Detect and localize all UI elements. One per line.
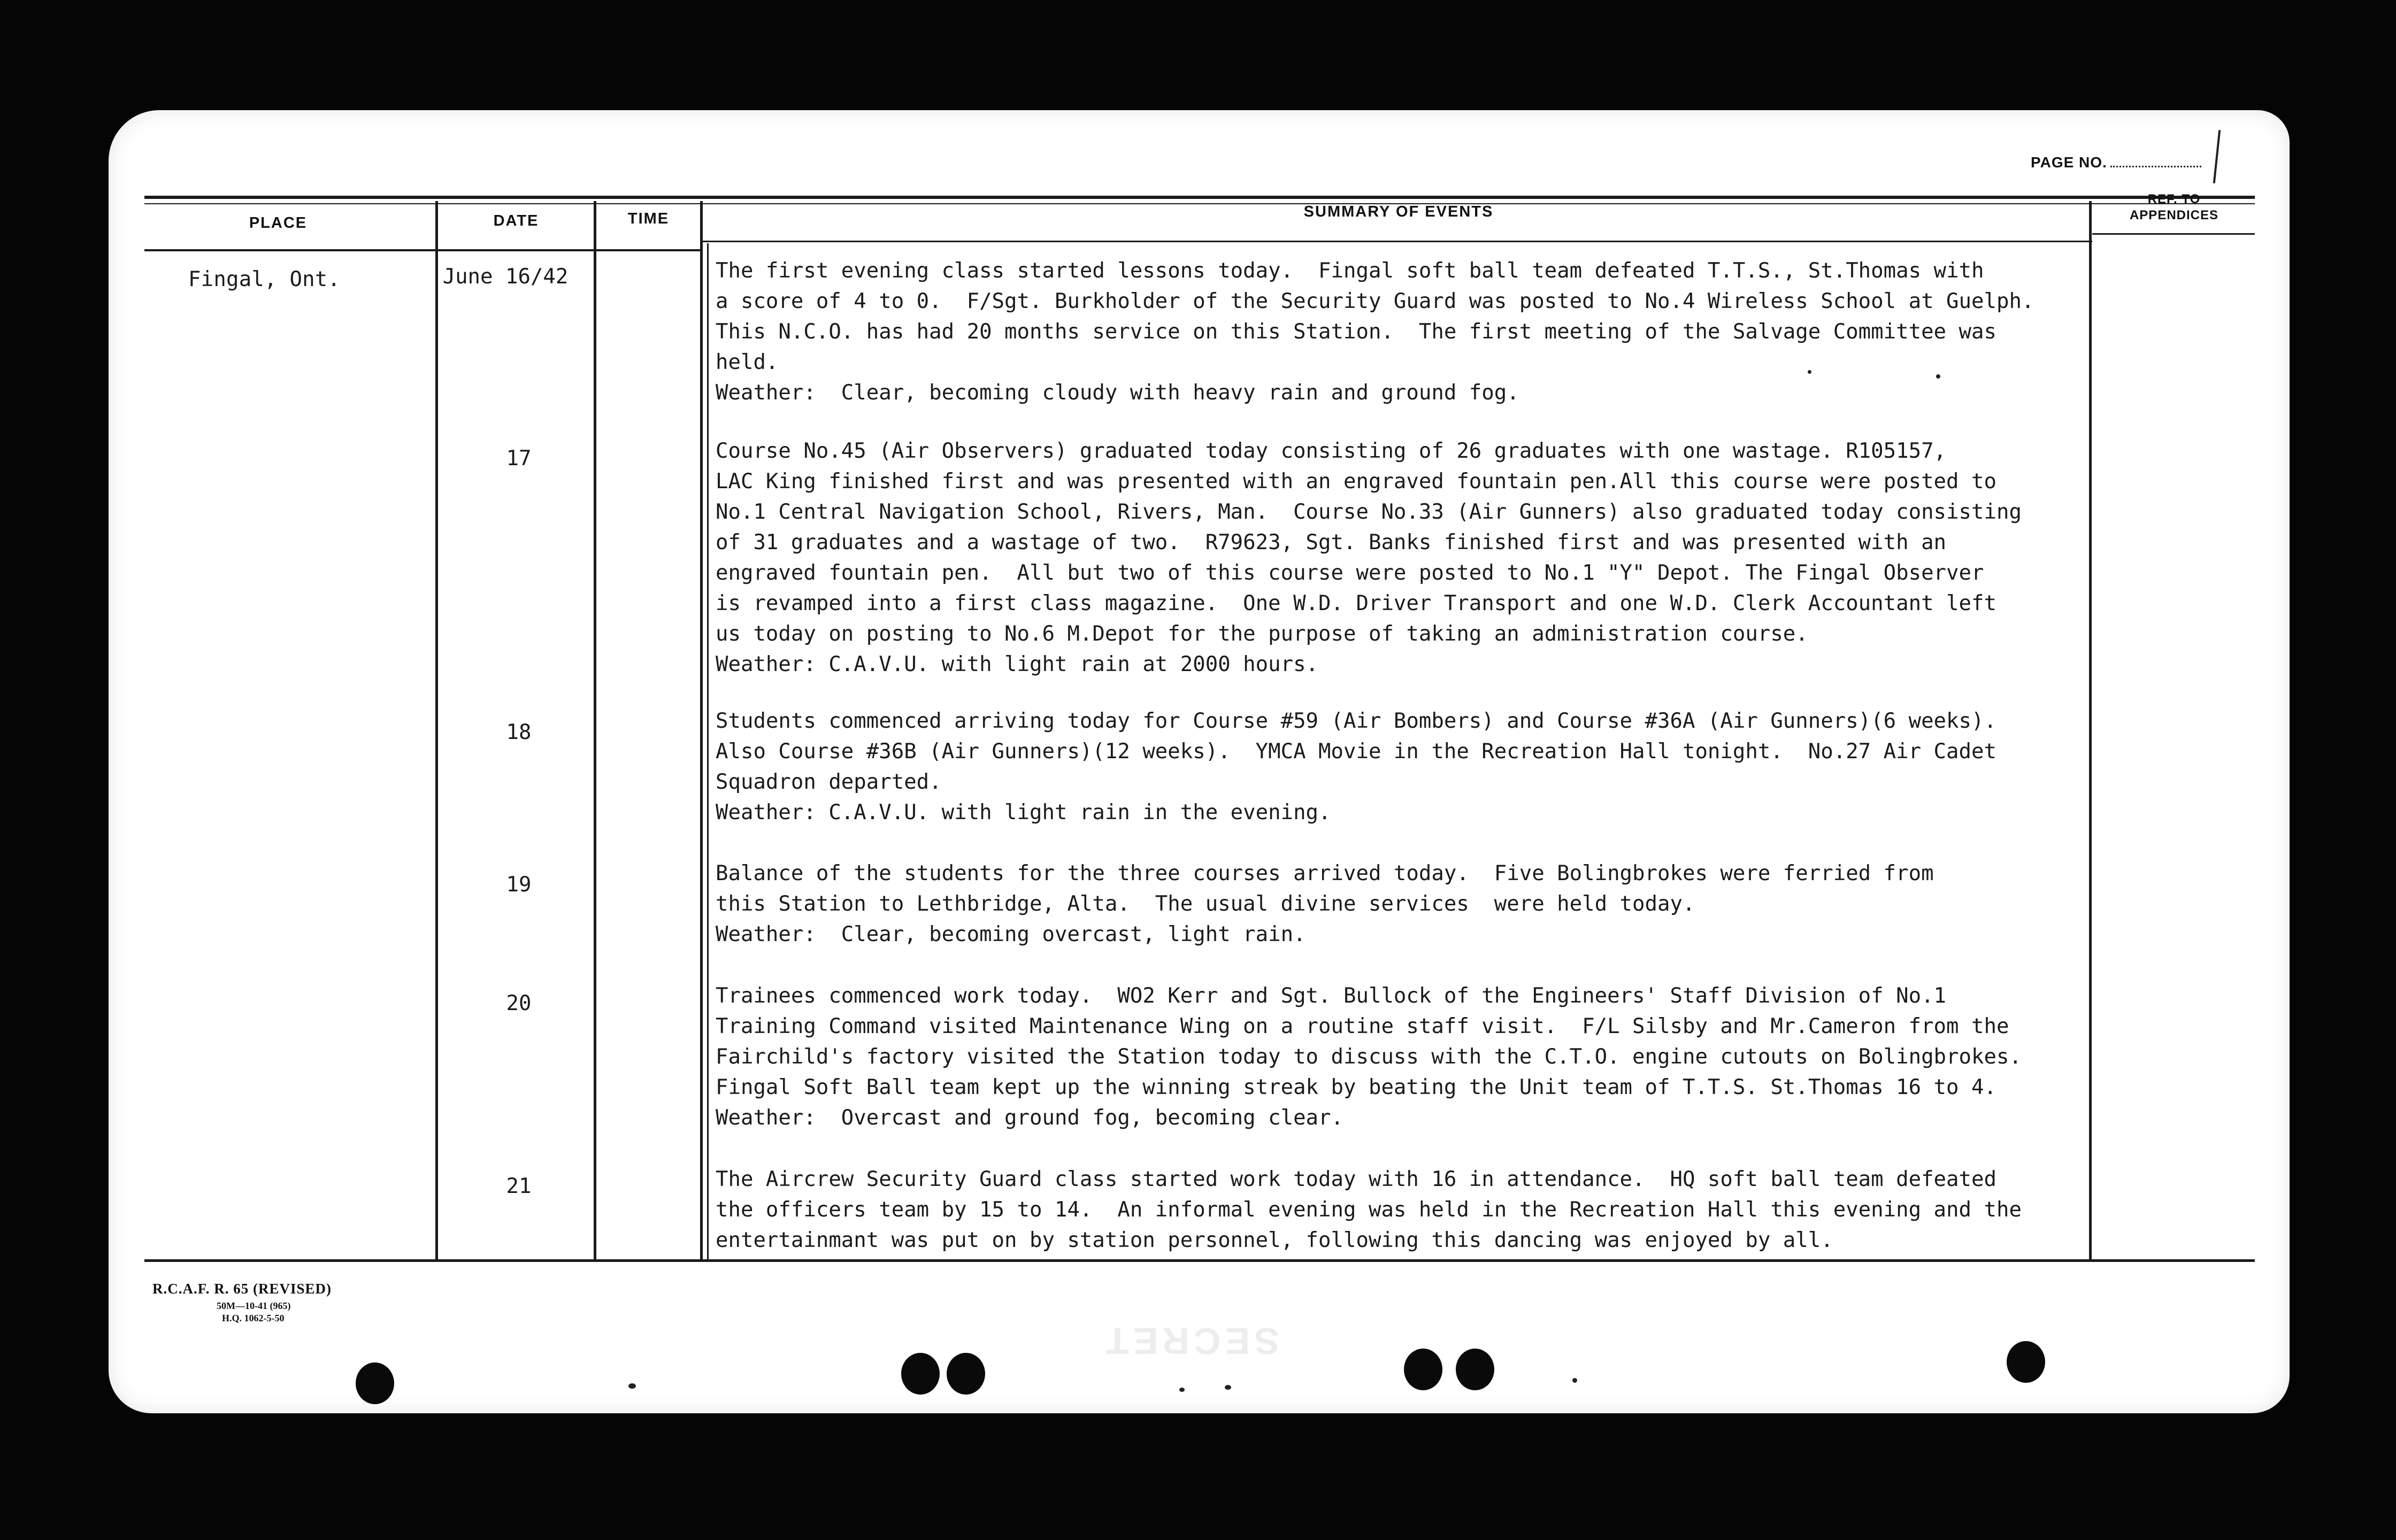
header-top-rule-thin bbox=[144, 203, 2255, 204]
scan-speck bbox=[1808, 370, 1811, 374]
punch-hole bbox=[2007, 1341, 2045, 1383]
event-entry bbox=[716, 981, 2095, 1133]
entry-line: us today on posting to No.6 M.Depot for the purpose of taking an administration course. bbox=[716, 622, 1808, 646]
entry-line: engraved fountain pen. All but two of this course were posted to No.1 "Y" Depot. The Fingal Observer bbox=[716, 561, 1984, 585]
entry-line: Weather: Overcast and ground fog, becoming clear. bbox=[716, 1106, 1343, 1130]
entry-line: Weather: Clear, becoming cloudy with heavy rain and ground fog. bbox=[716, 381, 1519, 405]
event-entry bbox=[716, 1164, 2095, 1256]
entry-line: Fingal Soft Ball team kept up the winning streak by beating the Unit team of T.T.S. St.Thomas 16 to 4. bbox=[716, 1075, 1996, 1099]
entry-line: is revamped into a first class magazine. One W.D. Driver Transport and one W.D. Clerk Accountant left bbox=[716, 591, 1996, 615]
column-header-ref-line2: APPENDICES bbox=[2129, 208, 2219, 222]
place-cell: Fingal, Ont. bbox=[188, 267, 341, 291]
date-cell: 17 bbox=[506, 446, 532, 471]
header-bottom-rule bbox=[144, 249, 702, 251]
entry-line: of 31 graduates and a wastage of two. R79623, Sgt. Banks finished first and was presented with an bbox=[716, 530, 1947, 555]
form-hq-reference: H.Q. 1062-5-50 bbox=[222, 1313, 285, 1323]
entry-line: Students commenced arriving today for Course #59 (Air Bombers) and Course #36A (Air Gunners)(6 weeks). bbox=[716, 709, 1996, 733]
entry-line: the officers team by 15 to 14. An informal evening was held in the Recreation Hall this evening and the bbox=[716, 1198, 2022, 1222]
entry-line: This N.C.O. has had 20 months service on this Station. The first meeting of the Salvage Committee was bbox=[716, 320, 1996, 344]
entry-line: LAC King finished first and was presented with an engraved fountain pen.All this course were posted to bbox=[716, 469, 1996, 494]
date-cell: 19 bbox=[506, 873, 532, 897]
entry-line: a score of 4 to 0. F/Sgt. Burkholder of the Security Guard was posted to No.4 Wireless School at Guelph. bbox=[716, 289, 2034, 313]
entry-line: Course No.45 (Air Observers) graduated today consisting of 26 graduates with one wastage. R105157, bbox=[716, 439, 1947, 463]
date-cell: 20 bbox=[506, 991, 532, 1015]
punch-hole bbox=[1456, 1349, 1494, 1390]
entry-line: No.1 Central Navigation School, Rivers, Man. Course No.33 (Air Gunners) also graduated today consisting bbox=[716, 500, 2022, 524]
header-top-rule bbox=[144, 196, 2255, 199]
scan-speck bbox=[1179, 1388, 1185, 1392]
page-number-field bbox=[2031, 154, 2201, 171]
place-date-divider bbox=[435, 201, 438, 1261]
event-entry bbox=[716, 858, 2095, 950]
time-summary-divider bbox=[700, 201, 703, 1261]
column-header-ref-line1: REF. TO bbox=[2147, 192, 2201, 206]
punch-hole bbox=[356, 1362, 394, 1404]
ref-header-bottom-rule bbox=[2092, 233, 2255, 235]
scan-speck bbox=[1225, 1385, 1231, 1390]
entry-line: entertainmant was put on by station personnel, following this dancing was enjoyed by all. bbox=[716, 1228, 1833, 1252]
entry-line: The Aircrew Security Guard class started work today with 16 in attendance. HQ soft ball team defeated bbox=[716, 1167, 1996, 1191]
column-header-place: PLACE bbox=[249, 214, 308, 232]
entry-line: Training Command visited Maintenance Wing on a routine staff visit. F/L Silsby and Mr.Cameron from the bbox=[716, 1014, 2009, 1038]
table-bottom-rule bbox=[144, 1259, 2255, 1262]
scan-speck bbox=[628, 1383, 636, 1389]
entry-line: Weather: C.A.V.U. with light rain at 2000 hours. bbox=[716, 652, 1319, 676]
entry-line: Also Course #36B (Air Gunners)(12 weeks). YMCA Movie in the Recreation Hall tonight. No.27 Air Cadet bbox=[716, 740, 1996, 764]
entry-line: Weather: C.A.V.U. with light rain in the evening. bbox=[716, 800, 1331, 825]
entry-line: held. bbox=[716, 350, 779, 374]
entry-line: Fairchild's factory visited the Station today to discuss with the C.T.O. engine cutouts on Bolingbrokes. bbox=[716, 1045, 2022, 1069]
date-cell: June 16/42 bbox=[442, 265, 569, 289]
page-number-blank bbox=[2110, 166, 2201, 167]
event-entry bbox=[716, 256, 2095, 408]
date-cell: 18 bbox=[506, 720, 532, 744]
form-print-run: 50M—10-41 (965) bbox=[217, 1300, 291, 1311]
entry-line: Trainees commenced work today. WO2 Kerr and Sgt. Bullock of the Engineers' Staff Division of No.1 bbox=[716, 984, 1947, 1008]
entry-line: Squadron departed. bbox=[716, 770, 942, 794]
punch-hole bbox=[947, 1353, 985, 1395]
event-entry bbox=[716, 436, 2095, 680]
form-reference bbox=[152, 1281, 332, 1324]
show-through-stamp: SECRET bbox=[1102, 1320, 1279, 1362]
page-number-label: PAGE NO. bbox=[2031, 154, 2107, 171]
entry-line: Balance of the students for the three courses arrived today. Five Bolingbrokes were ferried from bbox=[716, 861, 1934, 886]
column-header-date: DATE bbox=[493, 212, 539, 229]
scan-speck bbox=[1936, 374, 1940, 379]
header-bottom-rule-summary bbox=[702, 241, 2092, 242]
entry-line: Weather: Clear, becoming overcast, light rain. bbox=[716, 922, 1306, 946]
date-time-divider bbox=[594, 201, 596, 1261]
form-number: R.C.A.F. R. 65 (REVISED) bbox=[152, 1281, 332, 1297]
entry-line: The first evening class started lessons today. Fingal soft ball team defeated T.T.S., St.Thomas with bbox=[716, 259, 1984, 283]
event-entry bbox=[716, 706, 2095, 828]
column-header-time: TIME bbox=[627, 210, 670, 227]
entry-line: this Station to Lethbridge, Alta. The usual divine services were held today. bbox=[716, 892, 1695, 916]
summary-inner-rule bbox=[707, 243, 709, 1261]
date-cell: 21 bbox=[506, 1174, 532, 1198]
punch-hole bbox=[1404, 1349, 1442, 1390]
scan-speck bbox=[1572, 1378, 1577, 1383]
column-header-summary: SUMMARY OF EVENTS bbox=[1303, 203, 1494, 220]
punch-hole bbox=[901, 1353, 940, 1395]
